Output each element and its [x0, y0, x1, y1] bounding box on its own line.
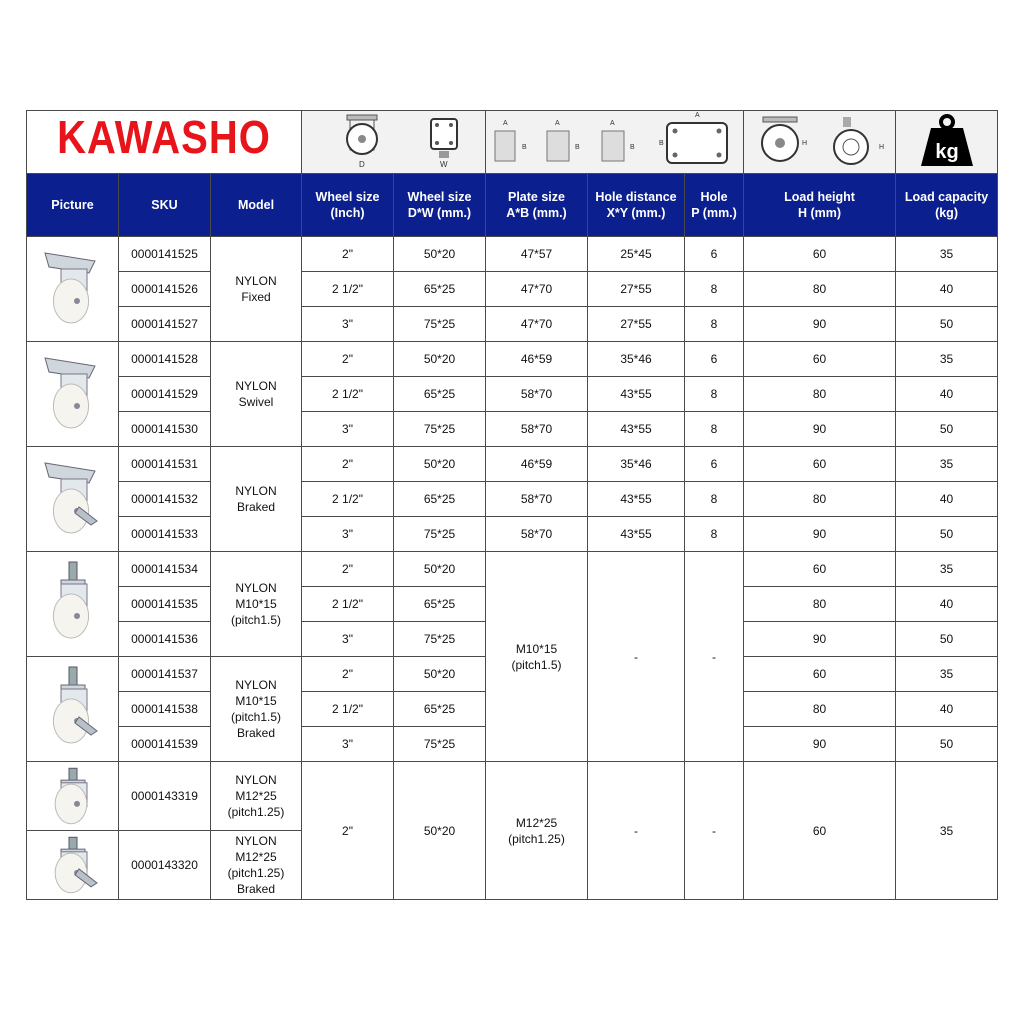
svg-text:H: H [801, 140, 807, 147]
wheel-dw-cell: 65*25 [394, 482, 486, 517]
col-hole-distance: Hole distance X*Y (mm.) [588, 174, 685, 237]
col-wheel-inch: Wheel size (Inch) [302, 174, 394, 237]
load-height-cell: 60 [744, 762, 896, 900]
table-row [27, 552, 998, 587]
sku-cell: 0000141531 [119, 447, 211, 482]
table-row [27, 272, 998, 307]
hole-distance-cell: 27*55 [588, 307, 685, 342]
load-capacity-cell: 50 [896, 622, 998, 657]
plate-size-cell: 58*70 [486, 482, 588, 517]
model-cell: NYLON M12*25 (pitch1.25) Braked [211, 831, 302, 900]
hole-distance-cell: 43*55 [588, 482, 685, 517]
wheel-inch-cell: 2" [302, 237, 394, 272]
load-height-cell: 60 [744, 237, 896, 272]
hole-cell: 6 [685, 447, 744, 482]
hole-distance-cell: 35*46 [588, 342, 685, 377]
load-capacity-cell: 40 [896, 587, 998, 622]
hole-distance-cell: 43*55 [588, 412, 685, 447]
model-cell: NYLON M10*15 (pitch1.5) Braked [211, 657, 302, 762]
col-load-capacity: Load capacity (kg) [896, 174, 998, 237]
wheel-dw-cell: 50*20 [394, 762, 486, 900]
wheel-dw-cell: 75*25 [394, 307, 486, 342]
table-row [27, 307, 998, 342]
col-model: Model [211, 174, 302, 237]
load-capacity-cell: 40 [896, 692, 998, 727]
load-height-cell: 80 [744, 692, 896, 727]
sku-cell: 0000141525 [119, 237, 211, 272]
wheel-inch-cell: 2 1/2" [302, 587, 394, 622]
load-height-cell: 60 [744, 447, 896, 482]
load-capacity-cell: 50 [896, 517, 998, 552]
hole-cell: 8 [685, 412, 744, 447]
svg-text:B: B [658, 140, 664, 147]
plate-dimension-diagram-icon [486, 111, 744, 174]
wheel-inch-cell: 2" [302, 342, 394, 377]
wheel-inch-cell: 2" [302, 762, 394, 900]
hole-cell: 8 [685, 272, 744, 307]
plate-size-cell: 47*70 [486, 272, 588, 307]
braked-caster-image [27, 447, 119, 552]
wheel-dw-cell: 75*25 [394, 727, 486, 762]
load-height-cell: 90 [744, 517, 896, 552]
plate-size-cell: 46*59 [486, 447, 588, 482]
table-row [27, 482, 998, 517]
hole-distance-cell: 27*55 [588, 272, 685, 307]
table-row [27, 762, 998, 831]
sku-cell: 0000143320 [119, 831, 211, 900]
diagram-label-w: W [439, 160, 448, 169]
wheel-dw-cell: 75*25 [394, 622, 486, 657]
hole-cell: - [685, 552, 744, 762]
model-cell: NYLON Swivel [211, 342, 302, 447]
kg-label: kg [934, 141, 959, 163]
load-capacity-cell: 40 [896, 377, 998, 412]
svg-text:H: H [878, 144, 884, 151]
wheel-inch-cell: 2" [302, 552, 394, 587]
load-height-cell: 90 [744, 412, 896, 447]
model-cell: NYLON M12*25 (pitch1.25) [211, 762, 302, 831]
swivel-caster-image [27, 342, 119, 447]
col-picture: Picture [27, 174, 119, 237]
header-row [27, 174, 998, 237]
svg-text:B: B [629, 144, 635, 151]
svg-text:A: A [554, 120, 560, 127]
svg-text:A: A [609, 120, 615, 127]
load-height-cell: 80 [744, 482, 896, 517]
hole-cell: - [685, 762, 744, 900]
svg-text:A: A [502, 120, 508, 127]
load-capacity-cell: 35 [896, 657, 998, 692]
wheel-inch-cell: 3" [302, 622, 394, 657]
caster-spec-table [26, 110, 998, 900]
load-capacity-cell: 35 [896, 762, 998, 900]
wheel-inch-cell: 2" [302, 447, 394, 482]
load-height-cell: 90 [744, 307, 896, 342]
load-capacity-cell: 35 [896, 342, 998, 377]
sku-cell: 0000141530 [119, 412, 211, 447]
hole-distance-cell: 25*45 [588, 237, 685, 272]
sku-cell: 0000141527 [119, 307, 211, 342]
hole-distance-cell: - [588, 762, 685, 900]
wheel-dw-cell: 50*20 [394, 237, 486, 272]
plate-size-cell: 58*70 [486, 412, 588, 447]
sku-cell: 0000143319 [119, 762, 211, 831]
wheel-inch-cell: 3" [302, 412, 394, 447]
hole-cell: 6 [685, 342, 744, 377]
col-wheel-dw: Wheel size D*W (mm.) [394, 174, 486, 237]
hole-distance-cell: - [588, 552, 685, 762]
fixed-caster-image [27, 237, 119, 342]
plate-size-cell: 58*70 [486, 377, 588, 412]
hole-cell: 6 [685, 237, 744, 272]
hole-cell: 8 [685, 307, 744, 342]
wheel-dw-cell: 65*25 [394, 377, 486, 412]
load-height-cell: 60 [744, 342, 896, 377]
wheel-dw-cell: 50*20 [394, 447, 486, 482]
sku-cell: 0000141528 [119, 342, 211, 377]
model-cell: NYLON Braked [211, 447, 302, 552]
wheel-dw-cell: 65*25 [394, 272, 486, 307]
col-load-height: Load height H (mm) [744, 174, 896, 237]
wheel-dw-cell: 75*25 [394, 412, 486, 447]
sku-cell: 0000141537 [119, 657, 211, 692]
wheel-inch-cell: 2" [302, 657, 394, 692]
col-plate: Plate size A*B (mm.) [486, 174, 588, 237]
sku-cell: 0000141538 [119, 692, 211, 727]
plate-size-cell: 46*59 [486, 342, 588, 377]
load-capacity-cell: 35 [896, 552, 998, 587]
diagram-row [27, 111, 998, 174]
wheel-dw-cell: 50*20 [394, 552, 486, 587]
load-height-cell: 90 [744, 727, 896, 762]
wheel-dw-cell: 75*25 [394, 517, 486, 552]
sku-cell: 0000141532 [119, 482, 211, 517]
load-capacity-cell: 50 [896, 307, 998, 342]
brand-logo: KAWASHO [57, 112, 271, 163]
wheel-inch-cell: 3" [302, 307, 394, 342]
wheel-dw-cell: 65*25 [394, 692, 486, 727]
plate-size-cell: M10*15 (pitch1.5) [486, 552, 588, 762]
table-row [27, 447, 998, 482]
threaded-stem-braked-caster-image [27, 657, 119, 762]
sku-cell: 0000141529 [119, 377, 211, 412]
load-capacity-cell: 40 [896, 272, 998, 307]
wheel-dw-cell: 50*20 [394, 657, 486, 692]
diagram-label-d: D [358, 160, 365, 169]
kg-weight-icon [896, 111, 998, 174]
load-height-cell: 60 [744, 657, 896, 692]
svg-text:A: A [694, 112, 700, 119]
wheel-inch-cell: 2 1/2" [302, 692, 394, 727]
brand-cell [27, 111, 302, 174]
load-height-cell: 90 [744, 622, 896, 657]
load-capacity-cell: 35 [896, 237, 998, 272]
sku-cell: 0000141526 [119, 272, 211, 307]
m12-stem-braked-caster-image [27, 831, 119, 900]
wheel-inch-cell: 3" [302, 727, 394, 762]
wheel-dimension-diagram-icon [302, 111, 486, 174]
plate-size-cell: 47*70 [486, 307, 588, 342]
table-row [27, 342, 998, 377]
svg-text:B: B [574, 144, 580, 151]
hole-cell: 8 [685, 517, 744, 552]
model-cell: NYLON M10*15 (pitch1.5) [211, 552, 302, 657]
hole-cell: 8 [685, 482, 744, 517]
plate-size-cell: M12*25 (pitch1.25) [486, 762, 588, 900]
table-row [27, 517, 998, 552]
hole-distance-cell: 35*46 [588, 447, 685, 482]
wheel-dw-cell: 50*20 [394, 342, 486, 377]
wheel-inch-cell: 3" [302, 517, 394, 552]
m12-stem-caster-image [27, 762, 119, 831]
wheel-inch-cell: 2 1/2" [302, 272, 394, 307]
plate-size-cell: 58*70 [486, 517, 588, 552]
col-hole: Hole P (mm.) [685, 174, 744, 237]
load-height-cell: 80 [744, 377, 896, 412]
load-height-cell: 80 [744, 587, 896, 622]
col-sku: SKU [119, 174, 211, 237]
load-height-cell: 60 [744, 552, 896, 587]
sku-cell: 0000141539 [119, 727, 211, 762]
hole-cell: 8 [685, 377, 744, 412]
sku-cell: 0000141535 [119, 587, 211, 622]
table-row [27, 237, 998, 272]
svg-text:B: B [521, 144, 527, 151]
wheel-dw-cell: 65*25 [394, 587, 486, 622]
hole-distance-cell: 43*55 [588, 377, 685, 412]
load-capacity-cell: 40 [896, 482, 998, 517]
load-height-diagram-icon [744, 111, 896, 174]
sku-cell: 0000141534 [119, 552, 211, 587]
load-height-cell: 80 [744, 272, 896, 307]
wheel-inch-cell: 2 1/2" [302, 482, 394, 517]
wheel-inch-cell: 2 1/2" [302, 377, 394, 412]
load-capacity-cell: 50 [896, 412, 998, 447]
hole-distance-cell: 43*55 [588, 517, 685, 552]
load-capacity-cell: 50 [896, 727, 998, 762]
load-capacity-cell: 35 [896, 447, 998, 482]
threaded-stem-caster-image [27, 552, 119, 657]
model-cell: NYLON Fixed [211, 237, 302, 342]
sku-cell: 0000141536 [119, 622, 211, 657]
table-row [27, 412, 998, 447]
table-row [27, 377, 998, 412]
sku-cell: 0000141533 [119, 517, 211, 552]
plate-size-cell: 47*57 [486, 237, 588, 272]
